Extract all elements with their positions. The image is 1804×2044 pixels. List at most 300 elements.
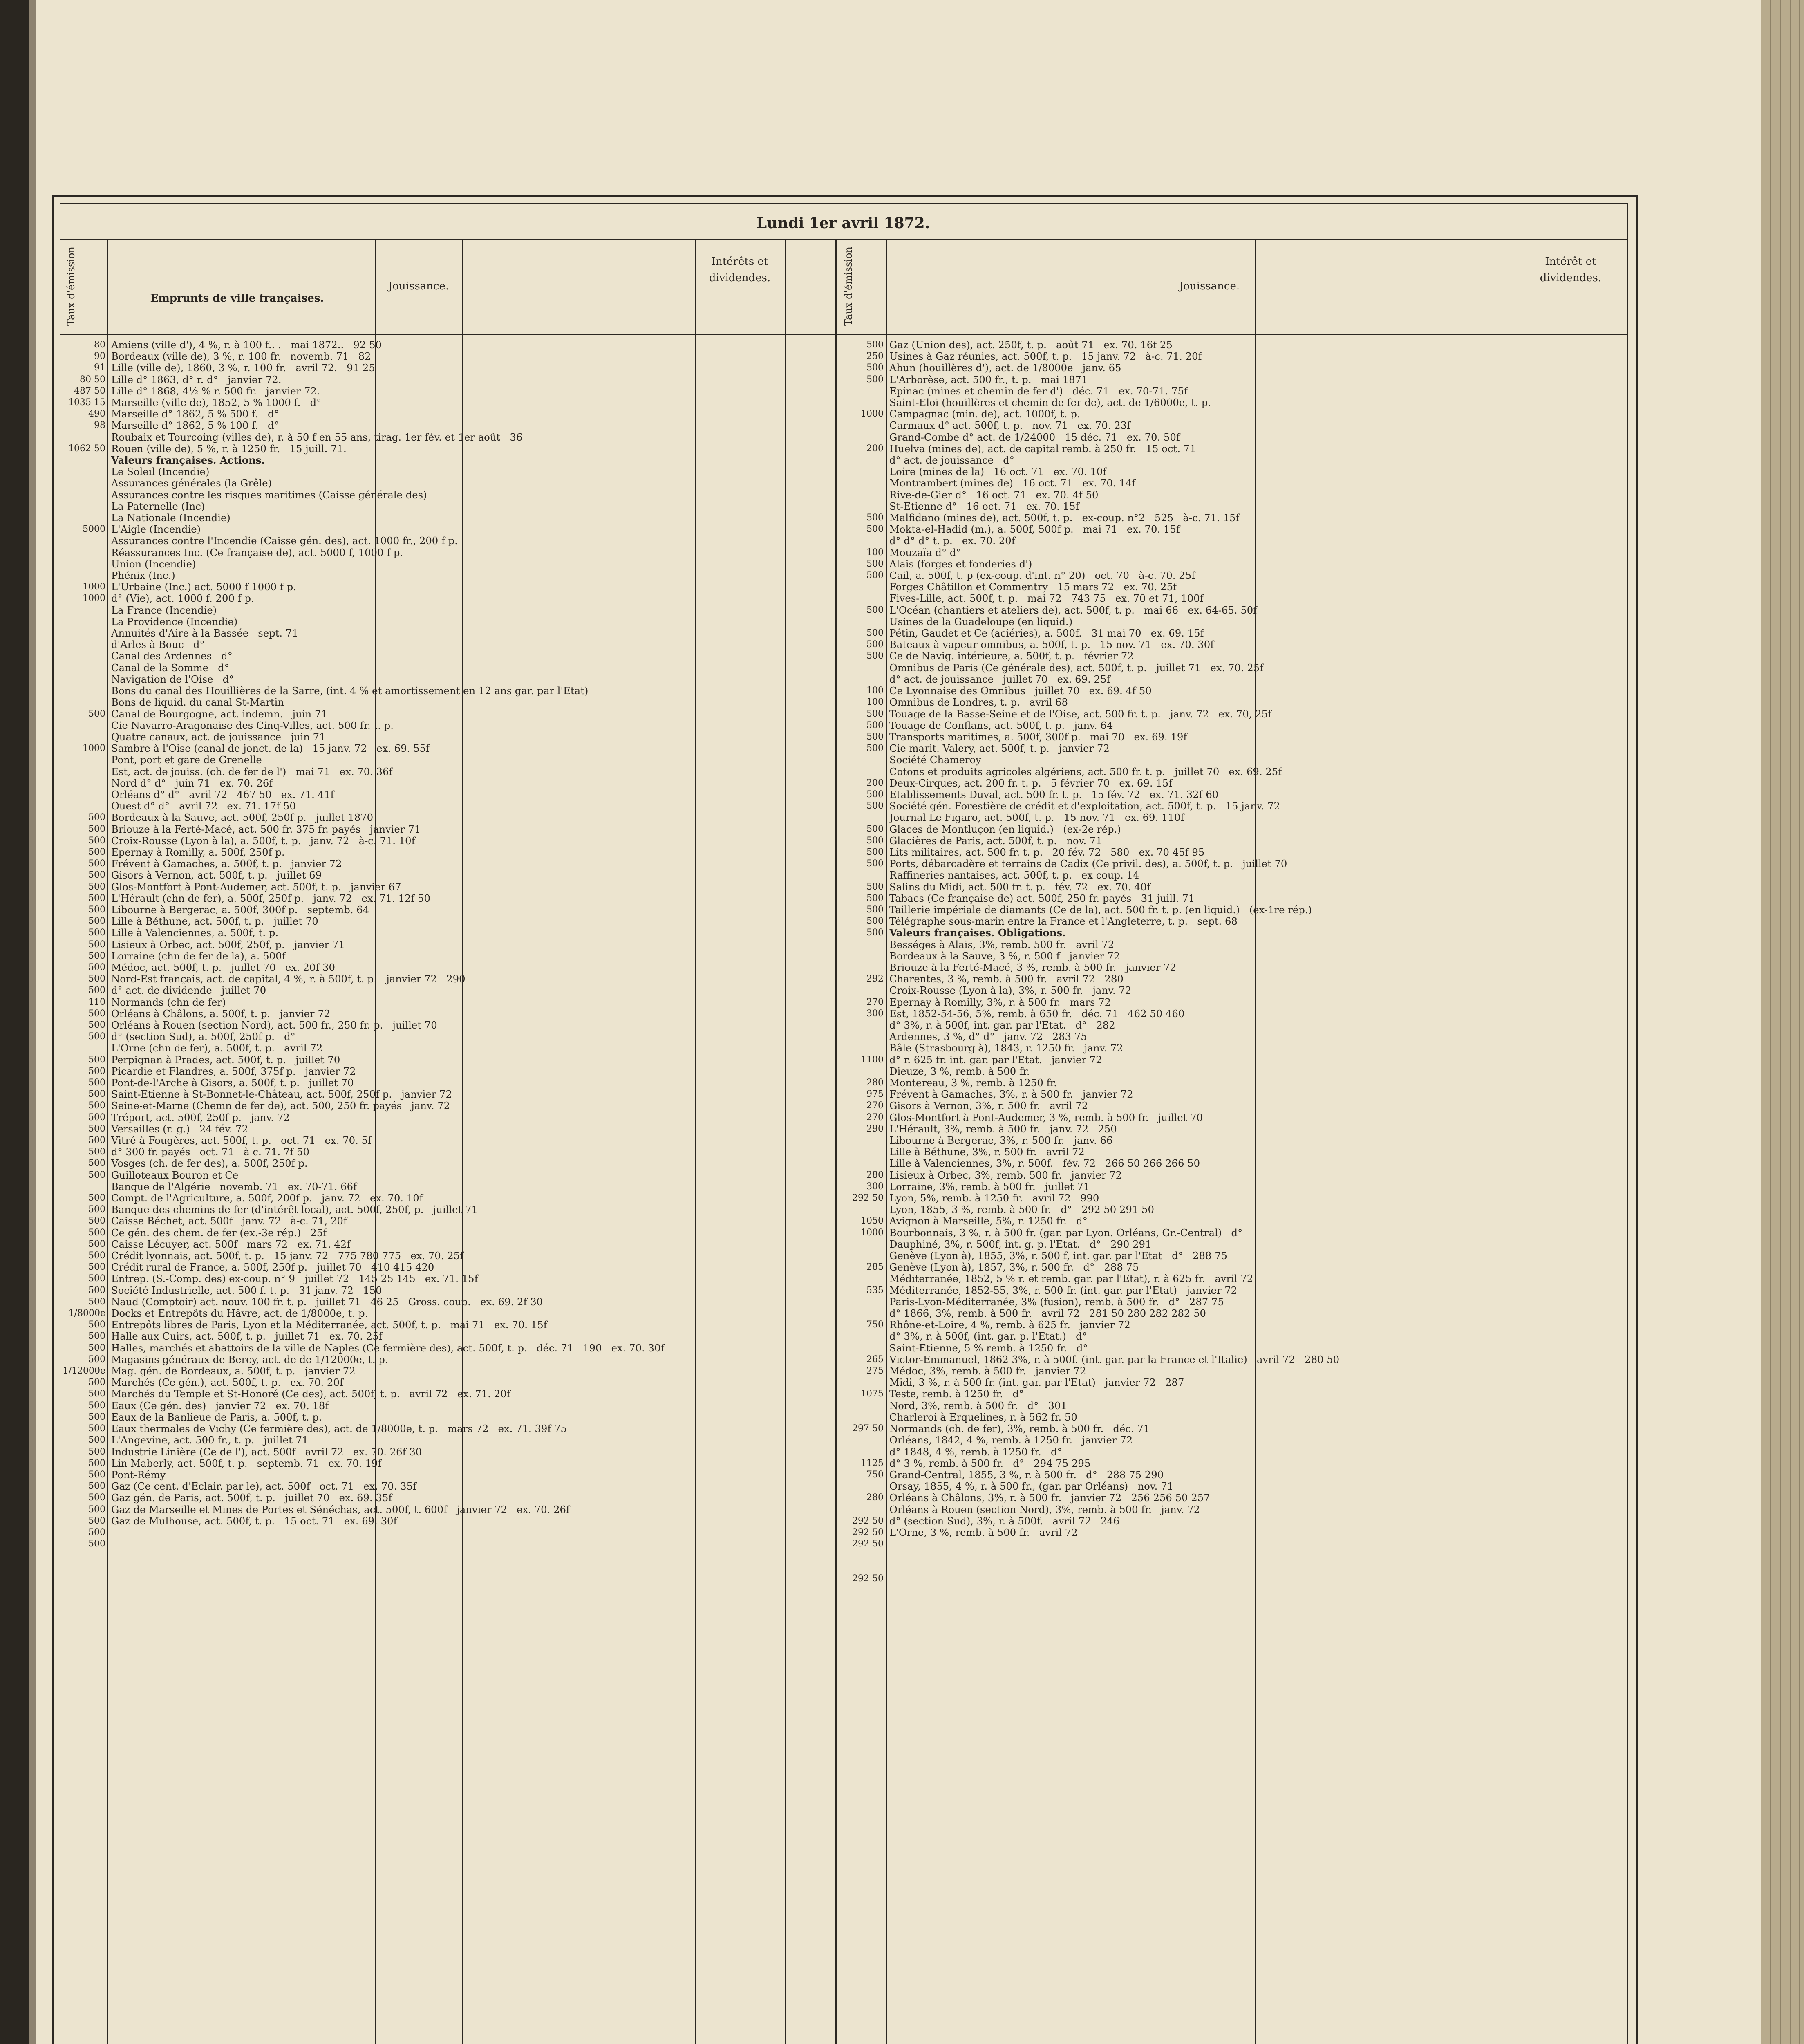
rate-cell: 500 (866, 881, 884, 892)
table-row: Tréport, act. 500f, 250f p. janv. 72 (111, 1111, 290, 1123)
table-row: Charentes, 3 %, remb. à 500 fr. avril 72 280 (889, 973, 1124, 985)
table-row: d° act. de jouissance juillet 70 ex. 69. 25f (889, 673, 1110, 685)
table-row: Société Chameroy (889, 754, 982, 766)
table-row: Assurances contre les risques maritimes (Caisse générale des) (111, 489, 427, 501)
rate-cell: 1000 (83, 582, 105, 592)
table-row: Annuités d'Aire à la Bassée sept. 71 (111, 627, 298, 639)
rate-cell: 500 (88, 1008, 105, 1019)
rate-cell: 500 (866, 928, 884, 938)
rate-cell (838, 593, 884, 604)
rate-cell (838, 812, 884, 823)
rate-cell: 500 (88, 1216, 105, 1226)
table-row: Bordeaux à la Sauve, act. 500f, 250f p. juillet 1870 (111, 811, 374, 824)
table-row: Sambre à l'Oise (canal de jonct. de la) 15 janv. 72 ex. 69. 55f (111, 742, 430, 755)
rate-cell (61, 616, 105, 628)
rate-cell (838, 432, 884, 443)
table-row: L'Orne, 3 %, remb. à 500 fr. avril 72 (889, 1526, 1078, 1538)
rate-cell: 1075 (861, 1389, 884, 1399)
rate-cell (838, 1042, 884, 1054)
rate-cell (838, 1296, 884, 1308)
rate-cell (61, 754, 105, 766)
table-row: Vosges (ch. de fer des), a. 500f, 250f p. (111, 1157, 308, 1170)
table-row: Assurances contre l'Incendie (Caisse gén. des), act. 1000 fr., 200 f p. (111, 535, 458, 547)
table-row: Phénix (Inc.) (111, 569, 175, 582)
table-row: Mouzaïa d° d° (889, 546, 961, 558)
table-row: Navigation de l'Oise d° (111, 673, 234, 685)
rate-cell: 490 (88, 409, 105, 419)
rate-cell (61, 501, 105, 512)
table-row: Nord, 3%, remb. à 500 fr. d° 301 (889, 1399, 1067, 1412)
rate-cell: 500 (88, 1066, 105, 1076)
rate-cell: 270 (866, 997, 884, 1007)
table-row: Caisse Béchet, act. 500f janv. 72 à-c. 71, 20f (111, 1215, 347, 1227)
table-row: Lille d° 1863, d° r. d° janvier 72. (111, 373, 282, 385)
table-row: Quatre canaux, act. de jouissance juin 71 (111, 731, 326, 743)
rate-cell: 90 (94, 351, 105, 362)
rate-cell: 750 (866, 1320, 884, 1330)
rate-cell (838, 1273, 884, 1284)
rate-cell (838, 1412, 884, 1423)
rate-cell: 1000 (83, 743, 105, 754)
table-row: Entrepôts libres de Paris, Lyon et la Méditerranée, act. 500f, t. p. mai 71 ex. 70. 15f (111, 1319, 547, 1331)
table-row: Deux-Cirques, act. 200 fr. t. p. 5 février 70 ex. 69. 15f (889, 777, 1173, 789)
right-rate-header: Taux d'émission (843, 247, 854, 326)
table-row: Lyon, 5%, remb. à 1250 fr. avril 72 990 (889, 1192, 1099, 1204)
col-rule (107, 239, 108, 2044)
table-row: Epinac (mines et chemin de fer d') déc. 71 ex. 70-71. 75f (889, 385, 1188, 397)
rate-cell (61, 558, 105, 570)
table-row: St-Etienne d° 16 oct. 71 ex. 70. 15f (889, 500, 1079, 512)
table-row: Seine-et-Marne (Chemn de fer de), act. 500, 250 fr. payés janv. 72 (111, 1100, 450, 1112)
table-row: Normands (ch. de fer), 3%, remb. à 500 fr. déc. 71 (889, 1423, 1150, 1435)
table-row: d° act. de dividende juillet 70 (111, 984, 266, 997)
table-row: Lorraine, 3%, remb. à 500 fr. juillet 71 (889, 1180, 1090, 1192)
rate-cell: 285 (866, 1262, 884, 1273)
table-row: Vitré à Fougères, act. 500f, t. p. oct. 71 ex. 70. 5f (111, 1134, 372, 1147)
table-row: Mokta-el-Hadid (m.), a. 500f, 500f p. mai 71 ex. 70. 15f (889, 523, 1180, 536)
rate-cell: 500 (88, 1377, 105, 1388)
table-row: Charleroi à Erquelines, r. à 562 fr. 50 (889, 1411, 1077, 1423)
rate-cell: 975 (866, 1089, 884, 1100)
rate-cell: 1/12000e (63, 1366, 105, 1376)
table-row: Forges Châtillon et Commentry 15 mars 72 ex. 70. 25f (889, 581, 1177, 593)
rate-cell: 500 (866, 789, 884, 800)
rate-cell: 100 (866, 547, 884, 558)
rate-cell: 500 (866, 558, 884, 569)
table-row: Salins du Midi, act. 500 fr. t. p. fév. 72 ex. 70. 40f (889, 881, 1150, 893)
rate-cell: 500 (866, 731, 884, 742)
rate-cell: 200 (866, 443, 884, 454)
table-row: Réassurances Inc. (Ce française de), act. 5000 f, 1000 f p. (111, 546, 403, 558)
rate-cell: 500 (866, 858, 884, 869)
table-row: Est, act. de jouiss. (ch. de fer de l') mai 71 ex. 70. 36f (111, 765, 393, 778)
rate-cell (838, 870, 884, 881)
rate-cell: 500 (88, 1342, 105, 1353)
rate-cell: 500 (88, 1078, 105, 1088)
table-row: Frévent à Gamaches, 3%, r. à 500 fr. janvier 72 (889, 1088, 1133, 1100)
table-row: d° (section Sud), a. 500f, 250f p. d° (111, 1031, 295, 1043)
rate-cell (61, 512, 105, 524)
rate-cell: 500 (866, 904, 884, 915)
rate-cell: 1000 (861, 1227, 884, 1238)
table-row: Lisieux à Orbec, act. 500f, 250f, p. janvier 71 (111, 938, 345, 950)
table-row: Epernay à Romilly, a. 500f, 250f p. (111, 846, 285, 858)
left-rate-column (61, 339, 105, 1550)
rate-cell: 500 (866, 847, 884, 857)
rate-cell: 500 (866, 628, 884, 639)
table-row: Glos-Montfort à Pont-Audemer, 3 %, remb. à 500 fr. juillet 70 (889, 1111, 1203, 1123)
rate-cell: 270 (866, 1100, 884, 1111)
rate-cell (838, 950, 884, 962)
table-row: Ce gén. des chem. de fer (ex.-3e rép.) 25f (111, 1226, 327, 1239)
table-row: Usines à Gaz réunies, act. 500f, t. p. 15 janv. 72 à-c. 71. 20f (889, 350, 1202, 363)
table-row: Versailles (r. g.) 24 fév. 72 (111, 1123, 248, 1135)
table-row: Grand-Combe d° act. de 1/24000 15 déc. 71 ex. 70. 50f (889, 431, 1180, 443)
table-row: Etablissements Duval, act. 500 fr. t. p. 15 fév. 72 ex. 71. 32f 60 (889, 788, 1219, 800)
table-row: Industrie Linière (Ce de l'), act. 500f avril 72 ex. 70. 26f 30 (111, 1446, 422, 1458)
rate-cell: 500 (866, 524, 884, 535)
table-row: Libourne à Bergerac, a. 500f, 300f p. septemb. 64 (111, 903, 369, 916)
rate-cell: 500 (88, 985, 105, 996)
table-row: Grand-Central, 1855, 3 %, r. à 500 fr. d° 288 75 290 (889, 1468, 1164, 1481)
table-row: Médoc, act. 500f, t. p. juillet 70 ex. 20f 30 (111, 961, 335, 973)
table-row: Gaz (Ce cent. d'Eclair. par le), act. 500f oct. 71 ex. 70. 35f (111, 1480, 417, 1493)
table-row: Briouze à la Ferté-Macé, 3 %, remb. à 500 fr. janvier 72 (889, 961, 1176, 973)
rate-cell (838, 1481, 884, 1492)
table-row: d° 1848, 4 %, remb. à 1250 fr. d° (889, 1446, 1062, 1458)
rate-cell: 487 50 (74, 385, 105, 396)
rate-cell (61, 1042, 105, 1054)
page-edge-right (1761, 0, 1804, 2044)
rate-cell: 500 (88, 881, 105, 892)
table-row: d° (Vie), act. 1000 f. 200 f p. (111, 592, 254, 605)
rate-cell: 500 (88, 1527, 105, 1537)
rate-cell (838, 535, 884, 547)
rate-cell: 500 (88, 1204, 105, 1215)
table-row: Carmaux d° act. 500f, t. p. nov. 71 ex. 70. 23f (889, 419, 1131, 432)
rate-cell: 500 (88, 1469, 105, 1480)
rate-cell (838, 1400, 884, 1412)
table-row: Loire (mines de la) 16 oct. 71 ex. 70. 10f (889, 466, 1107, 478)
rate-cell (61, 455, 105, 466)
rate-cell (61, 489, 105, 501)
table-row: Bateaux à vapeur omnibus, a. 500f, t. p. 15 nov. 71 ex. 70. 30f (889, 639, 1214, 651)
rate-cell: 500 (88, 916, 105, 927)
table-row: Caisse Lécuyer, act. 500f mars 72 ex. 71. 42f (111, 1238, 351, 1250)
rate-cell: 500 (88, 835, 105, 846)
table-row: Nord-Est français, act. de capital, 4 %, r. à 500f, t. p. janvier 72 290 (111, 973, 466, 985)
rate-cell (838, 616, 884, 628)
table-row: Libourne à Bergerac, 3%, r. 500 fr. janv. 66 (889, 1134, 1113, 1147)
right-interets-header: Intérêt et dividendes. (1540, 256, 1602, 284)
rate-cell: 500 (866, 824, 884, 834)
rate-cell: 500 (88, 1031, 105, 1042)
table-row: Touage de la Basse-Seine et de l'Oise, act. 500 fr. t. p. janv. 72 ex. 70, 25f (889, 708, 1272, 720)
rate-cell (838, 477, 884, 489)
rate-cell (61, 1181, 105, 1192)
rate-cell: 500 (88, 1227, 105, 1238)
rate-cell: 500 (866, 916, 884, 927)
rate-cell (838, 581, 884, 593)
table-row: Midi, 3 %, r. à 500 fr. (int. gar. par l'Etat) janvier 72 287 (889, 1376, 1184, 1389)
rate-cell (61, 628, 105, 639)
rate-cell: 500 (88, 1515, 105, 1526)
table-row: Alais (forges et fonderies d') (889, 558, 1032, 570)
table-row: La Providence (Incendie) (111, 615, 238, 628)
table-row: Compt. de l'Agriculture, a. 500f, 200f p. janv. 72 ex. 70. 10f (111, 1192, 423, 1204)
rate-cell (838, 1031, 884, 1042)
rate-cell: 500 (866, 570, 884, 581)
table-row: Rhône-et-Loire, 4 %, remb. à 625 fr. janvier 72 (889, 1319, 1130, 1331)
table-row: Bons de liquid. du canal St-Martin (111, 696, 284, 708)
rate-cell: 1062 50 (68, 443, 105, 454)
table-row: Malfidano (mines de), act. 500f, t. p. ex-coup. n°2 525 à-c. 71. 15f (889, 512, 1240, 524)
table-row: Raffineries nantaises, act. 500f, t. p. ex coup. 14 (889, 869, 1139, 881)
table-row: Halles, marchés et abattoirs de la ville de Naples (Ce fermière des), act. 500f, t. p. déc. 71 190 ex. 70. 30f (111, 1342, 665, 1354)
rate-cell: 297 50 (852, 1423, 884, 1434)
table-row: Rouen (ville de), 5 %, r. à 1250 fr. 15 juill. 71. (111, 442, 347, 455)
rate-cell (838, 1158, 884, 1169)
table-row: Lits militaires, act. 500 fr. t. p. 20 fév. 72 580 ex. 70 45f 95 (889, 846, 1205, 858)
rate-cell (838, 939, 884, 950)
table-row: d° 3 %, remb. à 500 fr. d° 294 75 295 (889, 1457, 1091, 1469)
table-row: Journal Le Figaro, act. 500f, t. p. 15 nov. 71 ex. 69. 110f (889, 811, 1184, 824)
table-row: Genève (Lyon à), 1855, 3%, r. 500 f, int. gar. par l'Etat d° 288 75 (889, 1250, 1227, 1262)
rate-cell: 270 (866, 1112, 884, 1123)
rate-cell: 500 (88, 1446, 105, 1457)
rate-cell: 500 (88, 1251, 105, 1261)
table-row: Orléans à Châlons, a. 500f, t. p. janvier 72 (111, 1007, 331, 1020)
table-row: Ports, débarcadère et terrains de Cadix (Ce privil. des), a. 500f, t. p. juillet 70 (889, 858, 1287, 870)
table-row: Cotons et produits agricoles algériens, act. 500 fr. t. p. juillet 70 ex. 69. 25f (889, 765, 1282, 778)
rate-cell: 500 (88, 1296, 105, 1307)
table-row: Eaux de la Banlieue de Paris, a. 500f, t. p. (111, 1411, 322, 1423)
table-row: Marseille (ville de), 1852, 5 % 1000 f. d° (111, 397, 322, 409)
rate-cell: 500 (88, 1504, 105, 1515)
table-row: Croix-Rousse (Lyon à la), 3%, r. 500 fr. janv. 72 (889, 984, 1132, 997)
rate-cell: 500 (866, 363, 884, 373)
rate-cell (61, 477, 105, 489)
rate-cell (838, 1377, 884, 1388)
table-row: Bordeaux à la Sauve, 3 %, r. 500 f janvier 72 (889, 950, 1120, 962)
rate-cell: 500 (866, 720, 884, 731)
rate-cell: 500 (866, 893, 884, 903)
rate-cell (838, 385, 884, 397)
table-row: Marchés du Temple et St-Honoré (Ce des), act. 500f, t. p. avril 72 ex. 71. 20f (111, 1388, 510, 1400)
left-jouissance-header: Jouissance. (388, 280, 449, 292)
rate-cell: 292 50 (852, 1527, 884, 1537)
table-row: Glos-Montfort à Pont-Audemer, act. 500f, t. p. janvier 67 (111, 881, 401, 893)
rate-cell: 500 (88, 824, 105, 834)
table-row: Glaces de Montluçon (en liquid.) (ex-2e rép.) (889, 823, 1121, 835)
rate-cell: 292 50 (852, 1539, 884, 1549)
table-row: Valeurs françaises. Actions. (111, 454, 265, 466)
binding-shadow (29, 0, 36, 2044)
left-name-header: Emprunts de ville françaises. (150, 292, 324, 305)
rate-cell (838, 1504, 884, 1515)
table-row: Docks et Entrepôts du Hâvre, act. de 1/8000e, t. p. (111, 1307, 368, 1320)
table-row: Gaz gén. de Paris, act. 500f, t. p. juillet 70 ex. 69. 35f (111, 1492, 392, 1504)
rate-cell: 500 (866, 835, 884, 846)
table-row: Epernay à Romilly, 3%, r. à 500 fr. mars 72 (889, 996, 1111, 1008)
table-row: Lille à Béthune, 3%, r. 500 fr. avril 72 (889, 1146, 1085, 1158)
rate-cell (61, 674, 105, 685)
rate-cell (838, 397, 884, 408)
rate-cell: 500 (88, 870, 105, 881)
table-row: Saint-Etienne, 5 % remb. à 1250 fr. d° (889, 1342, 1088, 1354)
rate-cell: 500 (88, 893, 105, 903)
table-row: L'Orne (chn de fer), a. 500f, t. p. avril 72 (111, 1042, 323, 1054)
rate-cell (838, 1331, 884, 1342)
table-row: Est, 1852-54-56, 5%, remb. à 650 fr. déc. 71 462 50 460 (889, 1007, 1185, 1020)
rate-cell: 100 (866, 686, 884, 696)
table-row: Taillerie impériale de diamants (Ce de la), act. 500 fr. t. p. (en liquid.) (ex-1re rép.) (889, 903, 1312, 916)
table-row: Normands (chn de fer) (111, 996, 226, 1008)
table-row: d° (section Sud), 3%, r. à 500f. avril 72 246 (889, 1515, 1120, 1527)
table-row: Entrep. (S.-Comp. des) ex-coup. n° 9 juillet 72 145 25 145 ex. 71. 15f (111, 1273, 478, 1285)
table-row: Méditerranée, 1852, 5 % r. et remb. gar. par l'Etat), r. à 625 fr. avril 72 (889, 1273, 1253, 1285)
rate-cell (838, 1239, 884, 1250)
table-row: Gaz de Mulhouse, act. 500f, t. p. 15 oct. 71 ex. 69. 30f (111, 1515, 397, 1527)
table-row: Omnibus de Paris (Ce générale des), act. 500f, t. p. juillet 71 ex. 70. 25f (889, 661, 1264, 674)
rate-cell: 500 (88, 1135, 105, 1146)
table-row: Montrambert (mines de) 16 oct. 71 ex. 70. 14f (889, 477, 1136, 489)
table-row: Assurances générales (la Grêle) (111, 477, 272, 489)
table-row: Marseille d° 1862, 5 % 100 f. d° (111, 419, 279, 432)
table-row: Médoc, 3%, remb. à 500 fr. janvier 72 (889, 1365, 1086, 1377)
table-row: L'Hérault (chn de fer), a. 500f, 250f p. janv. 72 ex. 71. 12f 50 (111, 892, 430, 904)
table-row: Lille à Béthune, act. 500f, t. p. juillet 70 (111, 915, 318, 928)
rate-cell: 200 (866, 778, 884, 788)
table-row: Société gén. Forestière de crédit et d'exploitation, act. 500f, t. p. 15 janv. 72 (889, 800, 1280, 812)
table-row: L'Urbaine (Inc.) act. 5000 f 1000 f p. (111, 581, 296, 593)
table-row: Usines de la Guadeloupe (en liquid.) (889, 615, 1073, 628)
rate-cell: 500 (88, 950, 105, 961)
table-row: La France (Incendie) (111, 604, 217, 616)
table-row: Amiens (ville d'), 4 %, r. à 100 f.. . mai 1872.. 92 50 (111, 339, 382, 351)
table-row: Ce Lyonnaise des Omnibus juillet 70 ex. 69. 4f 50 (889, 685, 1152, 697)
table-row: Campagnac (min. de), act. 1000f, t. p. (889, 408, 1080, 420)
table-row: Transports maritimes, a. 500f, 300f p. mai 70 ex. 69. 19f (889, 731, 1187, 743)
rate-cell (838, 754, 884, 766)
table-row: Magasins généraux de Bercy, act. de de 1/12000e, t. p. (111, 1353, 388, 1365)
table-row: Perpignan à Prades, act. 500f, t. p. juillet 70 (111, 1053, 340, 1066)
page-edge-left (0, 0, 29, 2044)
table-row: Victor-Emmanuel, 1862 3%, r. à 500f. (int. gar. par la France et l'Italie) avril 72 280 50 (889, 1353, 1340, 1365)
table-row: Orléans à Rouen (section Nord), 3%, remb. à 500 fr. janv. 72 (889, 1503, 1200, 1515)
table-row: Bességes à Alais, 3%, remb. 500 fr. avril 72 (889, 938, 1115, 950)
rate-cell: 750 (866, 1469, 884, 1480)
table-row: Pont, port et gare de Grenelle (111, 754, 262, 766)
rate-cell: 300 (866, 1008, 884, 1019)
table-row: L'Océan (chantiers et ateliers de), act. 500f, t. p. mai 66 ex. 64-65. 50f (889, 604, 1257, 616)
table-row: Ahun (houillères d'), act. de 1/8000e janv. 65 (889, 362, 1121, 374)
table-row: Genève (Lyon à), 1857, 3%, r. 500 fr. d° 288 75 (889, 1261, 1139, 1273)
table-row: Bâle (Strasbourg à), 1843, r. 1250 fr. janv. 72 (889, 1042, 1123, 1054)
table-row: Roubaix et Tourcoing (villes de), r. à 50 f en 55 ans, tirag. 1er fév. et 1er août 36 (111, 431, 523, 443)
rate-cell: 292 (866, 974, 884, 984)
table-row: d° 1866, 3%, remb. à 500 fr. avril 72 281 50 280 282 282 50 (889, 1307, 1206, 1320)
table-row: Cie Navarro-Aragonaise des Cinq-Villes, act. 500 fr. t. p. (111, 719, 394, 731)
col-rule-middle (835, 239, 837, 2044)
rate-cell: 500 (866, 513, 884, 523)
rate-cell (838, 1446, 884, 1458)
rate-cell: 500 (88, 974, 105, 984)
rate-cell (838, 962, 884, 973)
table-row: Dieuze, 3 %, remb. à 500 fr. (889, 1065, 1030, 1077)
rate-cell: 280 (866, 1078, 884, 1088)
rate-cell (838, 1020, 884, 1031)
table-row: Ouest d° d° avril 72 ex. 71. 17f 50 (111, 800, 296, 812)
table-row: Lisieux à Orbec, 3%, remb. 500 fr. janvier 72 (889, 1169, 1122, 1181)
rate-cell: 500 (88, 1412, 105, 1422)
rate-cell (61, 720, 105, 731)
rate-cell (838, 674, 884, 685)
rate-cell (838, 501, 884, 512)
rate-cell: 500 (88, 939, 105, 950)
table-row: d° d° d° t. p. ex. 70. 20f (889, 535, 1015, 547)
rate-cell (838, 420, 884, 431)
rate-cell: 1100 (861, 1054, 884, 1065)
rate-cell (61, 570, 105, 581)
table-row: Marchés (Ce gén.), act. 500f, t. p. ex. 70. 20f (111, 1376, 343, 1389)
rate-cell: 500 (88, 1193, 105, 1204)
rate-cell (838, 1250, 884, 1262)
table-row: Orléans à Châlons, 3%, r. à 500 fr. janvier 72 256 256 50 257 (889, 1492, 1210, 1504)
rate-cell: 500 (88, 1158, 105, 1169)
rate-cell: 80 (94, 340, 105, 350)
rate-cell: 500 (88, 1354, 105, 1365)
table-row: Saint-Etienne à St-Bonnet-le-Château, act. 500f, 250f p. janvier 72 (111, 1088, 452, 1100)
rate-cell (61, 685, 105, 697)
rate-cell: 1125 (861, 1458, 884, 1468)
rate-cell: 500 (88, 1054, 105, 1065)
table-row: d° act. de jouissance d° (889, 454, 1014, 466)
rate-cell (61, 639, 105, 650)
rate-cell (838, 1550, 884, 1561)
rate-cell (838, 1308, 884, 1319)
table-row: d° 300 fr. payés oct. 71 à c. 71. 7f 50 (111, 1146, 309, 1158)
rate-cell: 292 50 (852, 1573, 884, 1584)
rate-cell: 500 (88, 1331, 105, 1342)
table-row: Glacières de Paris, act. 500f, t. p. nov. 71 (889, 834, 1102, 847)
rate-cell: 280 (866, 1170, 884, 1180)
table-row: d° 3%, r. à 500f, int. gar. par l'Etat. d° 282 (889, 1019, 1115, 1031)
table-row: Picardie et Flandres, a. 500f, 375f p. janvier 72 (111, 1065, 356, 1077)
table-row: Méditerranée, 1852-55, 3%, r. 500 fr. (int. gar. par l'Etat) janvier 72 (889, 1284, 1238, 1296)
rate-cell: 91 (94, 363, 105, 373)
table-row: d° 3%, r. à 500f, (int. gar. p. l'Etat.) d° (889, 1330, 1087, 1342)
rate-cell: 500 (88, 928, 105, 938)
table-row: Société Industrielle, act. 500 f. t. p. 31 janv. 72 150 (111, 1284, 382, 1296)
table-row: Union (Incendie) (111, 558, 196, 570)
table-row: Halle aux Cuirs, act. 500f, t. p. juillet 71 ex. 70. 25f (111, 1330, 383, 1342)
table-row: Naud (Comptoir) act. nouv. 100 fr. t. p. juillet 71 46 25 Gross. coup. ex. 69. 2f 30 (111, 1295, 543, 1308)
rate-cell (838, 1562, 884, 1573)
rate-cell (838, 466, 884, 477)
table-row: L'Arborèse, act. 500 fr., t. p. mai 1871 (889, 373, 1088, 385)
rate-cell: 500 (88, 708, 105, 719)
table-row: Pétin, Gaudet et Ce (aciéries), a. 500f. 31 mai 70 ex. 69. 15f (889, 627, 1204, 639)
table-row: Touage de Conflans, act. 500f, t. p. janv. 64 (889, 719, 1113, 731)
rate-cell: 500 (88, 1112, 105, 1123)
rate-cell: 500 (88, 1170, 105, 1180)
table-row: Gaz de Marseille et Mines de Portes et Sénéchas, act. 500f, t. 600f janvier 72 ex. 70. 26f (111, 1503, 570, 1515)
table-row: Teste, remb. à 1250 fr. d° (889, 1388, 1024, 1400)
rate-cell: 1/8000e (68, 1308, 105, 1319)
table-row: Lille à Valenciennes, a. 500f, t. p. (111, 927, 279, 939)
table-row: Lille d° 1868, 4½ % r. 500 fr. janvier 72. (111, 385, 320, 397)
